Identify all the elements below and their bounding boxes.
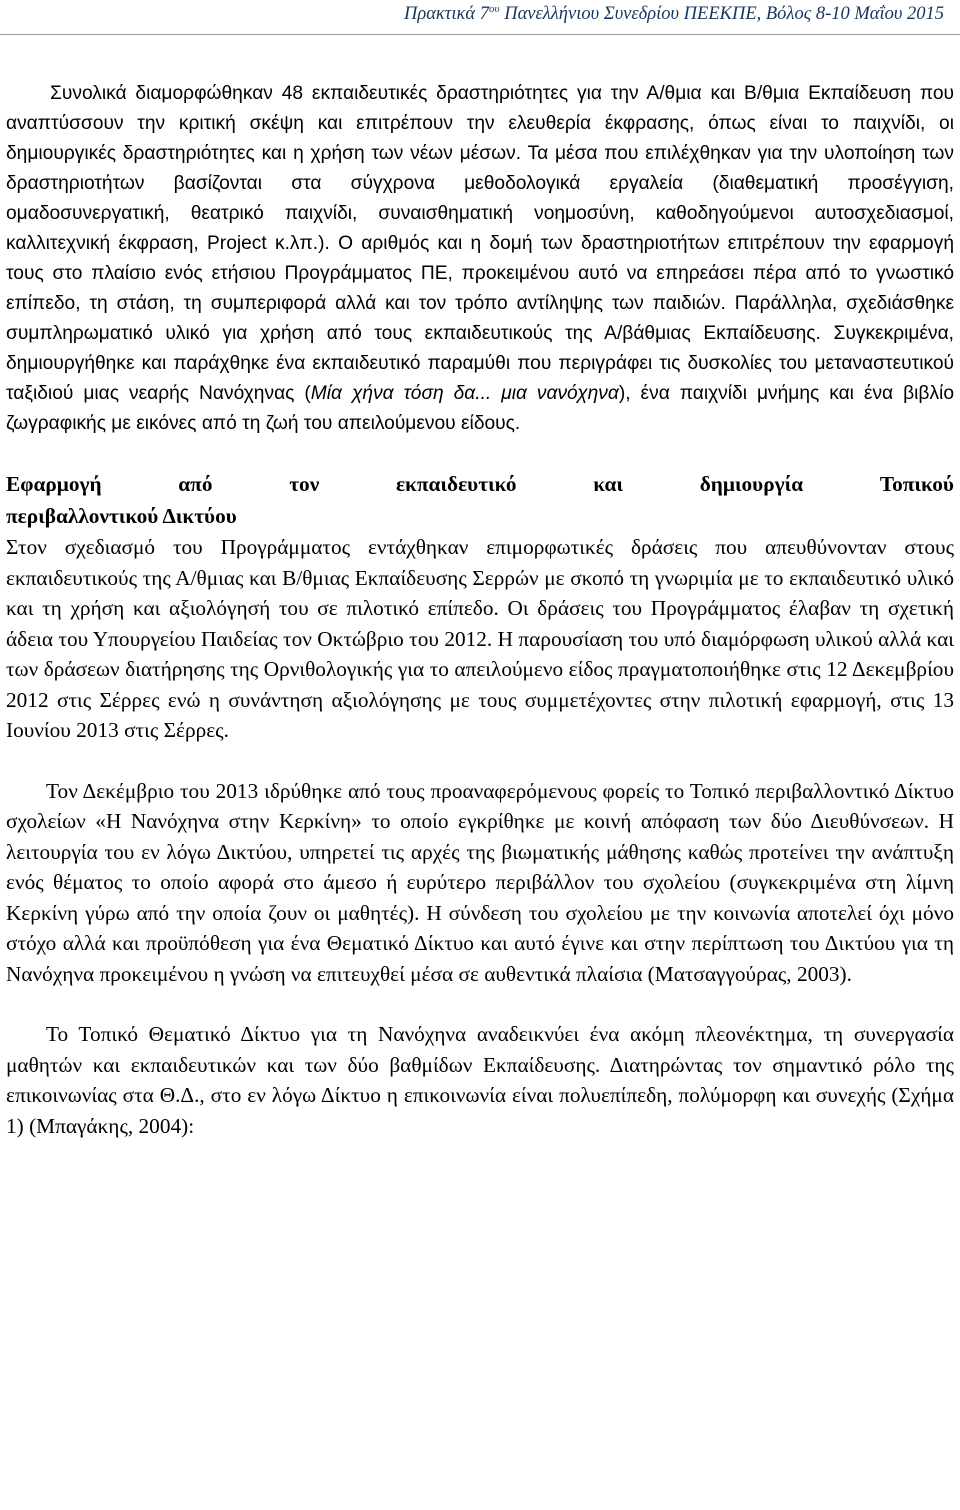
paragraph-spacer (6, 989, 954, 1019)
heading-word: εκπαιδευτικό (395, 472, 517, 496)
page-header (0, 0, 960, 35)
conference-title (404, 3, 944, 25)
para1-text-b: Τα μέσα που επιλέχθηκαν για την υλοποίηση των δραστηριοτήτων βασίζονται στα σύγχρονα μεθοδολογικά εργαλεία (διαθεματική προσέγγιση, ομαδοσυνεργατική, θεατρικό παιχνίδι, συναισθηματική νοημοσύνη, καθοδηγούμενοι αυτοσχεδιασμοί, καλλιτεχνική έκφραση, Project κ.λπ.). (6, 143, 954, 254)
paragraph-spacer (6, 746, 954, 776)
heading-word: και (593, 472, 623, 496)
paragraph-training (6, 532, 954, 746)
heading-word: Τοπικού (879, 472, 954, 496)
heading-line-2: περιβαλλοντικού Δικτύου (6, 504, 237, 528)
para1-text-e: ), ένα παιχνίδι μνήμης και ένα βιβλίο ζωγραφικής με εικόνες από τη ζωή του απειλούμενου είδους. (6, 383, 954, 434)
para2-text-a: Στον σχεδιασμό του Προγράμματος εντάχθηκαν επιμορφωτικές δράσεις που απευθύνονταν στους εκπαιδευτικούς της Α/θμιας και Β/θμιας Εκπαίδευσης Σερρών με σκοπό τη γνωριμία με το εκπαιδευτικό υλικό και τη χρήση και αξιολόγησή του σε πιλοτικό επίπεδο. (6, 535, 954, 620)
section-heading (6, 468, 954, 532)
heading-word: τον (289, 472, 320, 496)
fairy-tale-title: Μία χήνα τόση δα... μια νανόχηνα (310, 383, 619, 404)
document-body (6, 79, 954, 1141)
heading-word: δημιουργία (699, 472, 804, 496)
heading-line-1 (6, 468, 954, 500)
paragraph-network-advantages: Το Τοπικό Θεματικό Δίκτυο για τη Νανόχηνα αναδεικνύει ένα ακόμη πλεονέκτημα, τη συνεργασία μαθητών και εκπαιδευτικών και των δύο βαθμίδων Εκπαίδευσης. Διατηρώντας τον σημαντικό ρόλο της επικοινωνίας στα Θ.Δ., στο εν λόγω Δίκτυο η επικοινωνία είναι πολυεπίπεδη, πολύμορφη και συνεχής (Σχήμα 1) (Μπαγάκης, 2004): (6, 1022, 954, 1138)
para2-text-b: Οι δράσεις του Προγράμματος έλαβαν τη σχετική άδεια του Υπουργείου Παιδείας τον Οκτώβριο του 2012. (6, 596, 954, 651)
header-suffix: Πανελλήνιου Συνεδρίου ΠΕΕΚΠΕ, Βόλος 8-10 Μαΐου 2015 (499, 4, 944, 25)
header-superscript: ου (489, 3, 500, 15)
heading-word: Εφαρμογή (6, 472, 102, 496)
para1-text-c: Ο αριθμός και η δομή των δραστηριοτήτων επιτρέπουν την εφαρμογή τους στο πλαίσιο ενός ετήσιου Προγράμματος ΠΕ, προκειμένου αυτό να επηρεάσει πέρα από το γνωστικό επίπεδο, τη στάση, τη συμπεριφορά αλλά και τον τρόπο αντίληψης των παιδιών. Παράλληλα, σχεδιάσθηκε συμπληρωματικό υλικό για χρήση από τους εκπαιδευτικούς της Α/βάθμιας Εκπαίδευσης. (6, 233, 954, 344)
header-prefix: Πρακτικά 7 (403, 4, 490, 25)
heading-word: από (178, 472, 213, 496)
paragraph-network-founding: Τον Δεκέμβριο του 2013 ιδρύθηκε από τους προαναφερόμενους φορείς το Τοπικό περιβαλλοντικό Δίκτυο σχολείων «Η Νανόχηνα στην Κερκίνη» το οποίο εγκρίθηκε με κοινή απόφαση των δύο Διευθύνσεων. Η λειτουργία του εν λόγω Δικτύου, υπηρετεί τις αρχές της βιωματικής μάθησης καθώς προτείνει την ανάπτυξη ενός θέματος το οποίο αφορά στο άμεσο ή ευρύτερο περιβάλλον του σχολείου (συγκεκριμένα στη λίμνη Κερκίνη γύρω από την οποία ζουν οι μαθητές). Η σύνδεση του σχολείου με την κοινωνία αποτελεί όχι μόνο στόχο αλλά και προϋπόθεση για ένα Θεματικό Δίκτυο και αυτό έγινε και στην περίπτωση του Δικτύου για τη Νανόχηνα προκειμένου η γνώση να επιτευχθεί μέσα σε αυθεντικά πλαίσια (Ματσαγγούρας, 2003). (6, 778, 954, 986)
paragraph-activities (6, 79, 954, 439)
para1-text-a: Συνολικά διαμορφώθηκαν 48 εκπαιδευτικές δραστηριότητες για την Α/θμια και Β/θμια Εκπαίδευση που αναπτύσσουν την κριτική σκέψη και επιτρέπουν την ελευθερία έκφρασης, όπως είναι το παιχνίδι, οι δημιουργικές δραστηριότητες και η χρήση των νέων μέσων. (6, 83, 954, 164)
para2-text-c: Η παρουσίαση του υπό διαμόρφωση υλικού αλλά και των δράσεων διατήρησης της Ορνιθολογικής για το απειλούμενο είδος πραγματοποιήθηκε στις 12 Δεκεμβρίου 2012 στις Σέρρες ενώ η συνάντηση αξιολόγησης με τους συμμετέχοντες στην πιλοτική εφαρμογή, στις 13 Ιουνίου 2013 στις Σέρρες. (6, 626, 954, 742)
para1-text-d: Συγκεκριμένα, δημιουργήθηκε και παράχθηκε ένα εκπαιδευτικό παραμύθι που περιγράφει τις δυσκολίες του μεταναστευτικού ταξιδιού μιας νεαρής Νανόχηνας ( (6, 323, 954, 404)
